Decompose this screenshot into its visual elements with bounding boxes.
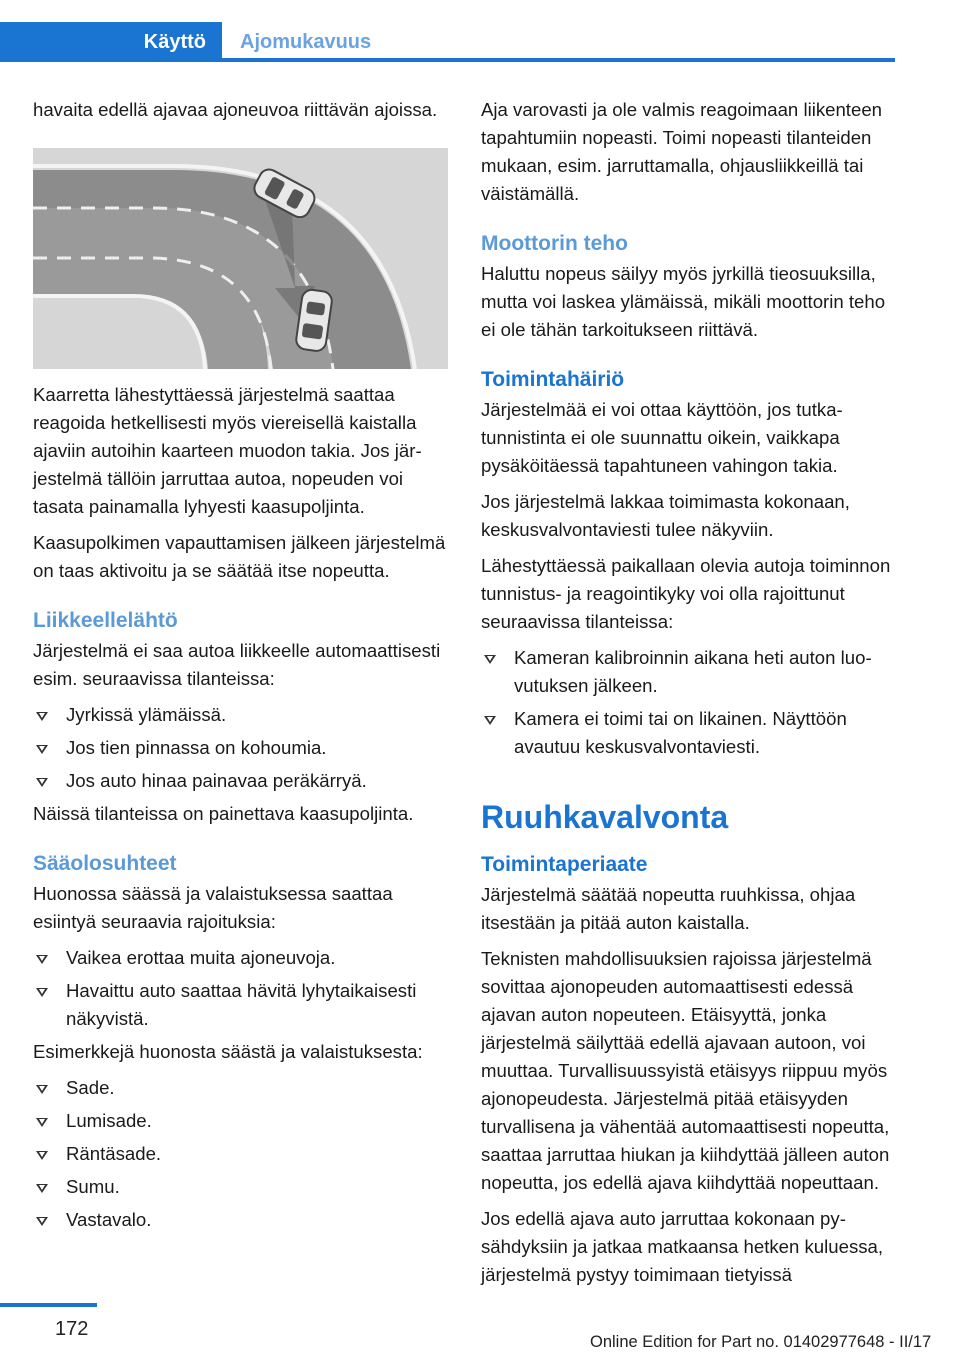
paragraph: Järjestelmä ei saa autoa liikkeelle automaattisesti esim. seuraavissa tilanteissa: [33,640,441,689]
bullet-list [33,701,453,795]
list-item: Lumisade. [33,1107,453,1135]
list-item: Kameran kalibroinnin aikana heti auton luovutuksen jälkeen. [481,644,901,700]
tab-kaytto[interactable] [0,22,222,62]
paragraph: havaita edellä ajavaa ajoneuvoa riittävän ajoissa. [33,99,438,120]
list-item: Sumu. [33,1173,453,1201]
list-item: Jos auto hinaa painavaa peräkärryä. [33,767,453,795]
page-number: 172 [55,1318,89,1340]
list-item: Sade. [33,1074,453,1102]
paragraph: Järjestelmä säätää nopeutta ruuhkissa, ohjaa itsestään ja pitää auton kaistalla. [481,884,856,933]
heading-liikkeellelahto: Liikkeellelähtö [33,609,178,632]
tab-ajomukavuus[interactable]: Ajomukavuus [240,31,372,53]
list-item: Havaittu auto saattaa hävitä lyhytaikaisesti näkyvistä. [33,977,453,1033]
paragraph: Jos järjestelmä lakkaa toimimasta kokonaan, keskusvalvontaviesti tulee näkyviin. [481,491,850,540]
heading-toimintaperiaate: Toimintaperiaate [481,853,648,876]
paragraph: Lähestyttäessä paikallaan olevia autoja toiminnon tunnistus- ja reagointikyky voi olla rajoittunut seuraavissa tilanteissa: [481,555,891,632]
list-item: Räntäsade. [33,1140,453,1168]
heading-saaolosuhteet: Sääolosuhteet [33,852,177,875]
bullet-list [33,1074,453,1234]
heading-moottorin-teho: Moottorin teho [481,232,628,255]
paragraph: Teknisten mahdollisuuksien rajoissa järjestelmä sovittaa ajonopeuden automaattisesti edessä ajavan auton nopeuteen. Etäisyyttä, jonka järjestelmä säilyttää edellä ajavaan autoon, voi muuttaa. Turvallisuussyistä etäisyys riippuu myös ajonopeudesta. Järjestelmä pitää etäisyyden turvallisena ja vähentää automaattisesti nopeutta, saattaa jarruttaa hiukan ja kiihdyttää jälleen auton nopeutta, jos edellä ajava kiihdyttää nopeuttaan. [481,948,890,1193]
heading-ruuhkavalvonta: Ruuhkavalvonta [481,799,729,835]
paragraph: Järjestelmää ei voi ottaa käyttöön, jos tutkatunnistinta ei ole suunnattu oikein, vaikkapa pysäköitäessä tapahtuneen vahingon takia. [481,399,843,476]
list-item: Vastavalo. [33,1206,453,1234]
paragraph: Kaarretta lähestyttäessä järjestelmä saattaa reagoida hetkellisesti myös viereisellä kaistalla ajaviin autoihin kaarteen muodon takia. Jos järjestelmä tällöin jarruttaa autoa, nopeuden voi tasata painamalla lyhyesti kaasupoljinta. [33,384,422,517]
paragraph: Jos edellä ajava auto jarruttaa kokonaan pysähdyksiin ja jatkaa matkaansa hetken kuluessa, järjestelmä pystyy toimimaan tietyissä [481,1208,884,1285]
right-column [481,96,901,1297]
paragraph: Kaasupolkimen vapauttamisen jälkeen järjestelmä on taas aktivoitu ja se säätää itse nopeutta. [33,532,446,581]
list-item: Jyrkissä ylämäissä. [33,701,453,729]
paragraph: Haluttu nopeus säilyy myös jyrkillä tieosuuksilla, mutta voi laskea ylämäissä, mikäli moottorin teho ei ole tähän tarkoitukseen riittävä. [481,263,886,340]
tab-kaytto-label: Käyttö [143,31,206,53]
left-column [33,96,453,1239]
page-number-rule [0,1303,97,1307]
bullet-list [481,644,901,761]
page-header [0,0,960,62]
curve-radar-illustration [33,148,448,369]
paragraph: Esimerkkejä huonosta säästä ja valaistuksesta: [33,1041,423,1062]
edition-footer: Online Edition for Part no. 01402977648 - II/17 [590,1333,932,1351]
list-item: Kamera ei toimi tai on likainen. Näyttöön avautuu keskusvalvontaviesti. [481,705,901,761]
paragraph: Huonossa säässä ja valaistuksessa saattaa esiintyä seuraavia rajoituksia: [33,883,393,932]
list-item: Vaikea erottaa muita ajoneuvoja. [33,944,453,972]
heading-toimintahairio: Toimintahäiriö [481,368,625,391]
header-rule [0,58,895,62]
list-item: Jos tien pinnassa on kohoumia. [33,734,453,762]
bullet-list [33,944,453,1033]
paragraph: Aja varovasti ja ole valmis reagoimaan liikenteen tapahtumiin nopeasti. Toimi nopeasti tilanteiden mukaan, esim. jarruttamalla, ohjausliikkeillä tai väistämällä. [481,99,883,204]
paragraph: Näissä tilanteissa on painettava kaasupoljinta. [33,803,414,824]
